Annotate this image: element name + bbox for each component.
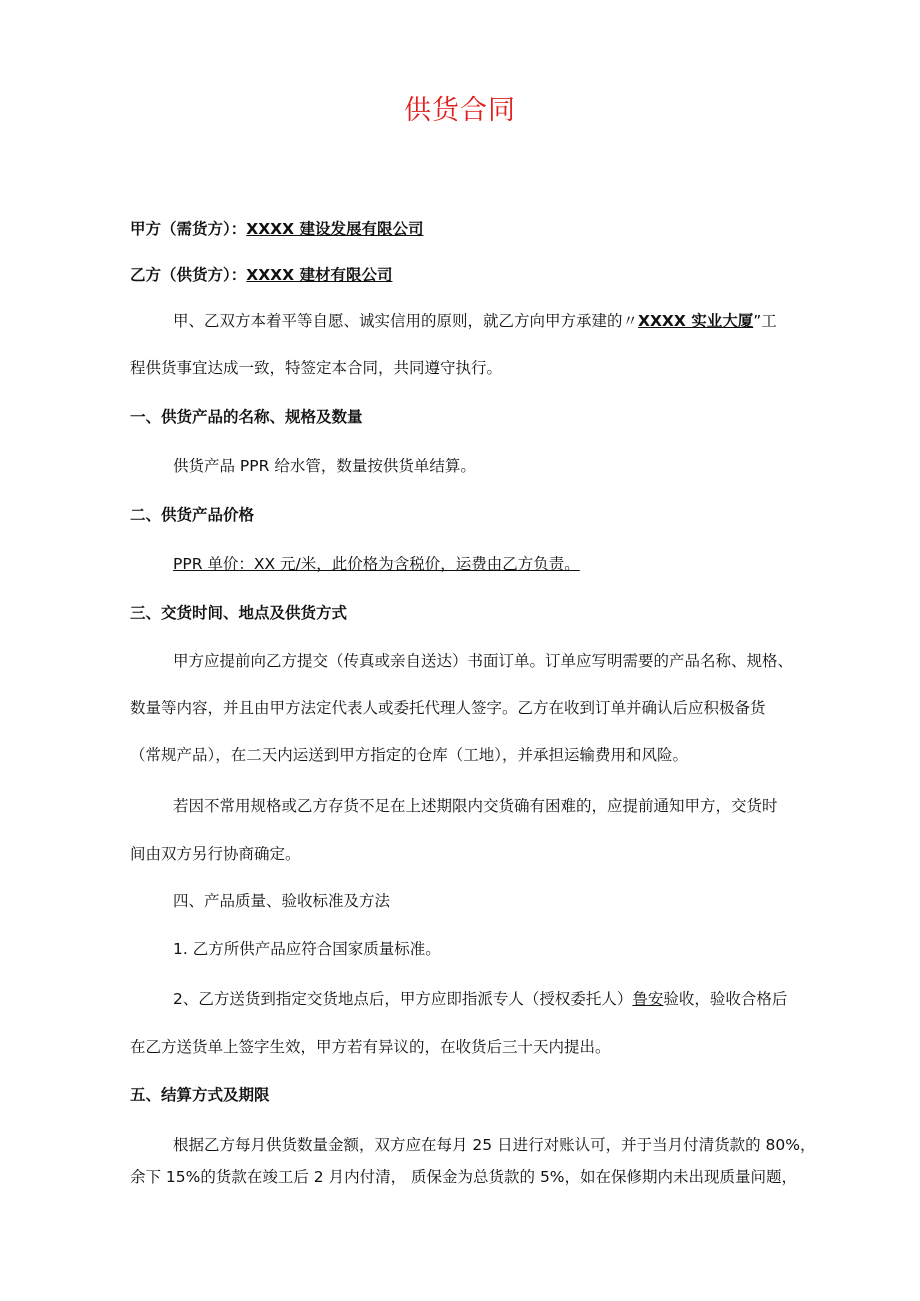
intro-line-2: 程供货事宜达成一致，特签定本合同，共同遵守执行。 — [130, 359, 503, 377]
section-4-heading: 四、产品质量、验收标准及方法 — [173, 892, 391, 910]
intro-text-end: ”工 — [753, 312, 777, 330]
intro-text: 甲、乙双方本着平等自愿、诚实信用的原则，就乙方向甲方承建的〃 — [173, 312, 639, 330]
section-4-item-2-line-1 — [173, 988, 787, 1010]
section-4-item-1: 1. 乙方所供产品应符合国家质量标准。 — [173, 940, 441, 958]
section-3-p2-line-2: 间由双方另行协商确定。 — [130, 845, 301, 863]
party-b-label: 乙方（供货方）： — [130, 266, 247, 284]
section-3-p1-line-2: 数量等内容，并且由甲方法定代表人或委托代理人签字。乙方在收到订单并确认后应积极备货 — [130, 699, 766, 717]
section-3-heading: 三、交货时间、地点及供货方式 — [130, 604, 348, 622]
section-1-text: 供货产品 PPR 给水管，数量按供货单结算。 — [173, 457, 476, 475]
item-2-text: 2、乙方送货到指定交货地点后，甲方应即指派专人（授权委托人） — [173, 990, 633, 1008]
document-title: 供货合同 — [404, 95, 516, 126]
section-1-heading: 一、供货产品的名称、规格及数量 — [130, 408, 363, 426]
section-2-heading: 二、供货产品价格 — [130, 506, 255, 524]
section-3-p1-line-3: （常规产品），在二天内运送到甲方指定的仓库（工地），并承担运输费用和风险。 — [130, 746, 689, 764]
party-b-line — [130, 264, 392, 286]
project-name: XXXX 实业大厦 — [638, 312, 754, 330]
party-a-line — [130, 218, 423, 240]
intro-line-1 — [173, 310, 777, 332]
section-5-p1-line-2: 余下 15%的货款在竣工后 2 月内付清， 质保金为总货款的 5%，如在保修期内未出现质量问题， — [130, 1168, 798, 1186]
party-a-name: XXXX 建设发展有限公司 — [246, 220, 424, 238]
item-2-text-end: 验收，验收合格后 — [663, 990, 788, 1008]
section-3-p2-line-1: 若因不常用规格或乙方存货不足在上述期限内交货确有困难的，应提前通知甲方，交货时 — [173, 797, 778, 815]
section-5-heading: 五、结算方式及期限 — [130, 1086, 270, 1104]
item-2-underlined: 鲁安 — [632, 990, 664, 1008]
section-5-p1-line-1: 根据乙方每月供货数量金额，双方应在每月 25 日进行对账认可，并于当月付清货款的 80%， — [173, 1136, 816, 1154]
party-a-label: 甲方（需货方）： — [130, 220, 247, 238]
party-b-name: XXXX 建材有限公司 — [246, 266, 393, 284]
section-3-p1-line-1: 甲方应提前向乙方提交（传真或亲自送达）书面订单。订单应写明需要的产品名称、规格、 — [173, 652, 794, 670]
section-2-text: PPR 单价：XX 元/米，此价格为含税价，运费由乙方负责。 — [173, 555, 580, 573]
section-4-item-2-line-2: 在乙方送货单上签字生效，甲方若有异议的，在收货后三十天内提出。 — [130, 1038, 611, 1056]
